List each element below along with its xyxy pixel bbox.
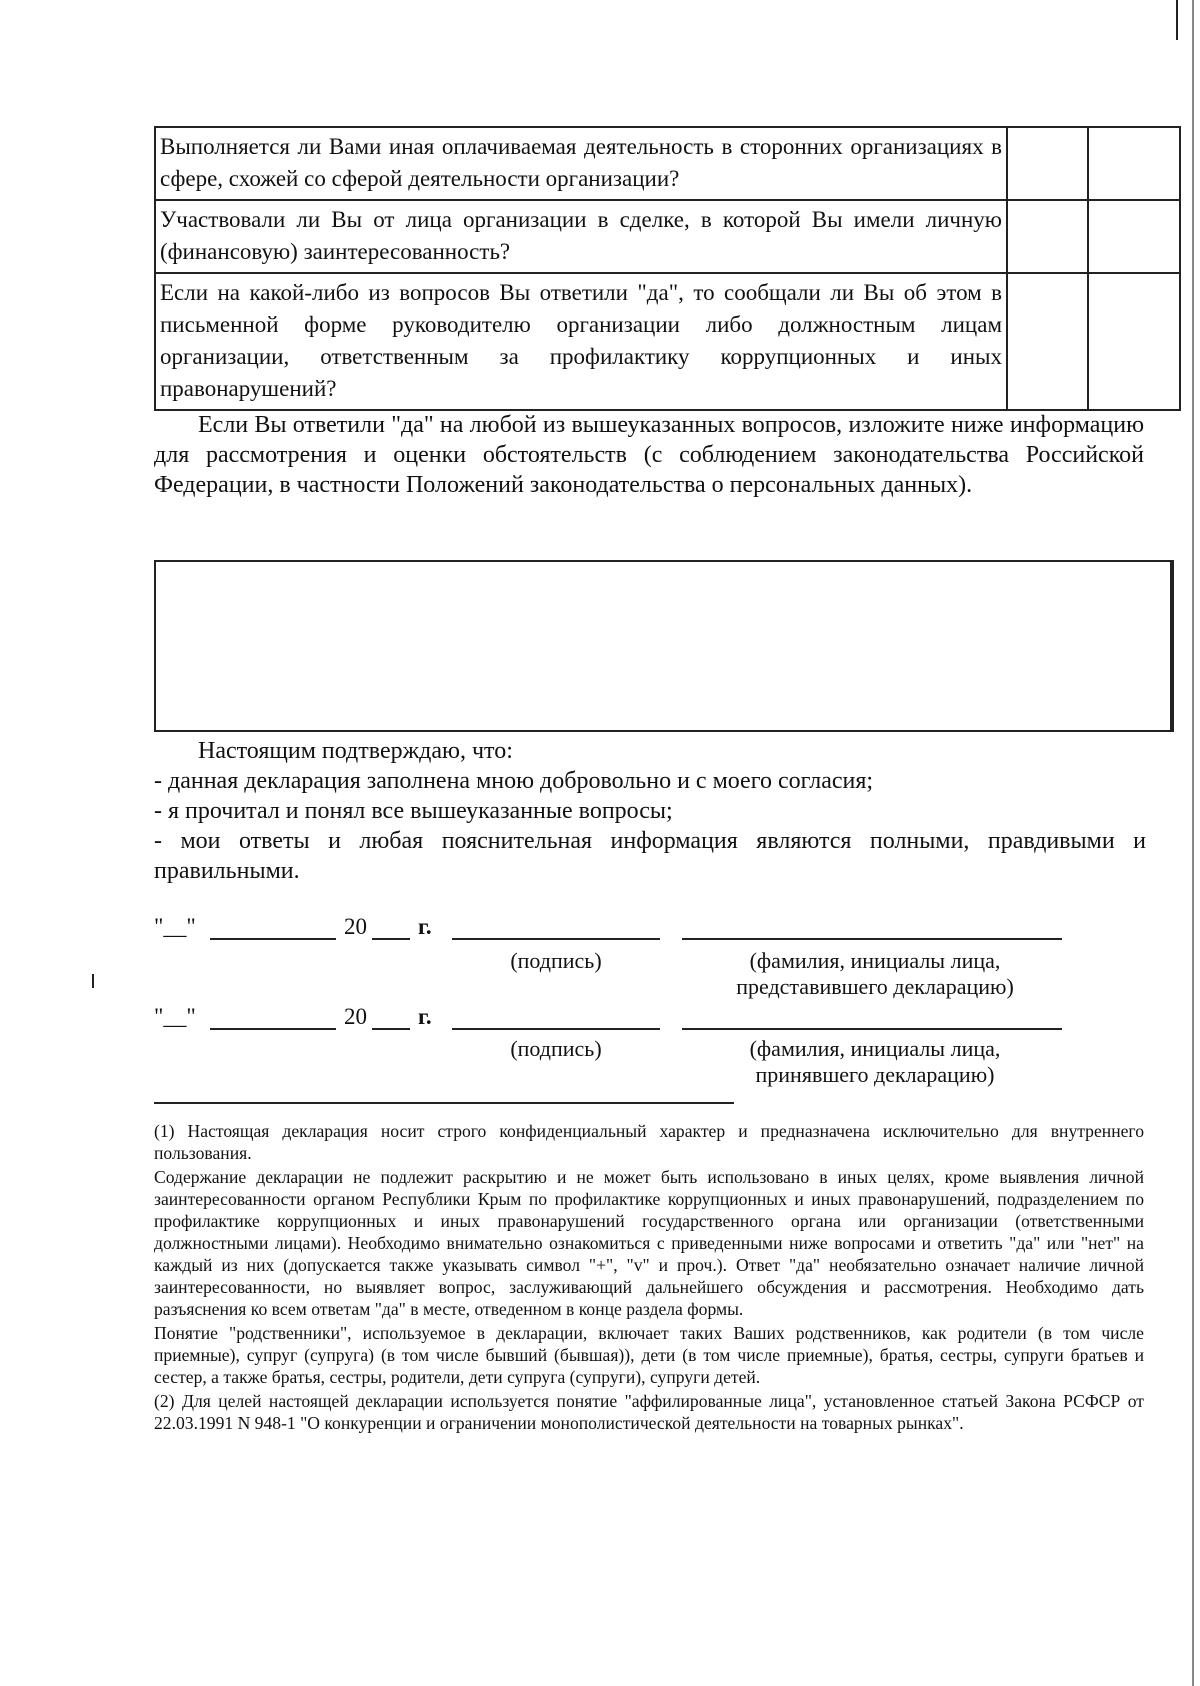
scan-edge-mark	[1176, 0, 1178, 40]
confirmation-item: - данная декларация заполнена мною добровольно и с моего согласия;	[154, 768, 874, 794]
date-month-line[interactable]	[210, 1028, 336, 1030]
year-suffix: г.	[418, 1004, 432, 1029]
explanation-box[interactable]	[154, 560, 1174, 732]
signature-line[interactable]	[452, 938, 660, 940]
footnotes	[154, 1120, 1144, 1436]
scan-edge-mark	[92, 974, 94, 988]
name-caption-line2: представившего декларацию)	[736, 974, 1014, 999]
table-row	[155, 200, 1180, 273]
answer-yes-cell[interactable]	[1007, 127, 1088, 200]
confirmation-heading: Настоящим подтверждаю, что:	[198, 738, 513, 764]
year-line[interactable]	[372, 938, 410, 940]
year-suffix: г.	[418, 914, 432, 939]
year-line[interactable]	[372, 1028, 410, 1030]
footnote-2: (2) Для целей настоящей декларации используется понятие "аффилированные лица", установленное статьей Закона РСФСР от 22.03.1991 N 948-1 "О конкуренции и ограничении монополистической деятельности на товарных рынках".	[154, 1391, 1144, 1433]
name-caption-line1: (фамилия, инициалы лица,	[749, 1036, 1001, 1061]
question-text: Если на какой-либо из вопросов Вы ответили "да", то сообщали ли Вы об этом в письменной форме руководителю организации либо должностным лицам организации, ответственным за профилактику коррупционных и иных правонарушений?	[155, 273, 1007, 410]
confirmation-block	[154, 736, 1146, 886]
name-caption-line1: (фамилия, инициалы лица,	[749, 948, 1001, 973]
name-line[interactable]	[682, 1028, 1062, 1030]
questions-table	[154, 126, 1181, 411]
answer-yes-cell[interactable]	[1007, 273, 1088, 410]
table-row	[155, 127, 1180, 200]
signature-line[interactable]	[452, 1028, 660, 1030]
year-prefix: 20	[344, 914, 367, 939]
footnote-1: (1) Настоящая декларация носит строго конфиденциальный характер и предназначена исключительно для внутреннего пользования.	[154, 1121, 1144, 1163]
answer-no-cell[interactable]	[1088, 273, 1180, 410]
answer-no-cell[interactable]	[1088, 200, 1180, 273]
answer-no-cell[interactable]	[1088, 127, 1180, 200]
confirmation-item: - я прочитал и понял все вышеуказанные вопросы;	[154, 798, 673, 824]
signature-caption: (подпись)	[510, 948, 602, 973]
confirmation-item: - мои ответы и любая пояснительная информация являются полными, правдивыми и правильными.	[154, 828, 1146, 884]
signature-caption: (подпись)	[510, 1036, 602, 1061]
footnote-separator	[154, 1102, 734, 1104]
name-line[interactable]	[682, 938, 1062, 940]
answer-yes-cell[interactable]	[1007, 200, 1088, 273]
table-row	[155, 273, 1180, 410]
footnote-relatives: Понятие "родственники", используемое в декларации, включает таких Ваших родственников, как родители (в том числе приемные), супруг (супруга) (в том числе бывший (бывшая)), дети (в том числе приемные), братья, сестры, супруги братьев и сестер, а также братья, сестры, родители, дети супруга (супруги), супруги детей.	[154, 1323, 1144, 1387]
instruction-paragraph: Если Вы ответили "да" на любой из вышеуказанных вопросов, изложите ниже информацию для рассмотрения и оценки обстоятельств (с соблюдением законодательства Российской Федерации, в частности Положений законодательства о персональных данных).	[154, 412, 1144, 498]
footnote-1-content: Содержание декларации не подлежит раскрытию и не может быть использовано в иных целях, кроме выявления личной заинтересованности органом Республики Крым по профилактике коррупционных и иных правонарушений, подразделением по профилактике коррупционных и иных правонарушений государственного органа или организации (ответственными должностными лицами). Необходимо внимательно ознакомиться с приведенными ниже вопросами и ответить "да" или "нет" на каждый из них (допускается также указывать символ "+", "v" и проч.). Ответ "да" необязательно означает наличие личной заинтересованности, но выявляет вопрос, заслуживающий дальнейшего обсуждения и рассмотрения. Необходимо дать разъяснения ко всем ответам "да" в месте, отведенном в конце раздела формы.	[154, 1167, 1144, 1319]
date-day-field[interactable]: "__"	[154, 1004, 196, 1029]
scan-edge-line	[1192, 0, 1194, 1686]
year-prefix: 20	[344, 1004, 367, 1029]
question-text: Выполняется ли Вами иная оплачиваемая деятельность в сторонних организациях в сфере, схожей со сферой деятельности организации?	[155, 127, 1007, 200]
name-caption-line2: принявшего декларацию)	[755, 1062, 995, 1087]
question-text: Участвовали ли Вы от лица организации в сделке, в которой Вы имели личную (финансовую) заинтересованность?	[155, 200, 1007, 273]
date-month-line[interactable]	[210, 938, 336, 940]
date-day-field[interactable]: "__"	[154, 914, 196, 939]
